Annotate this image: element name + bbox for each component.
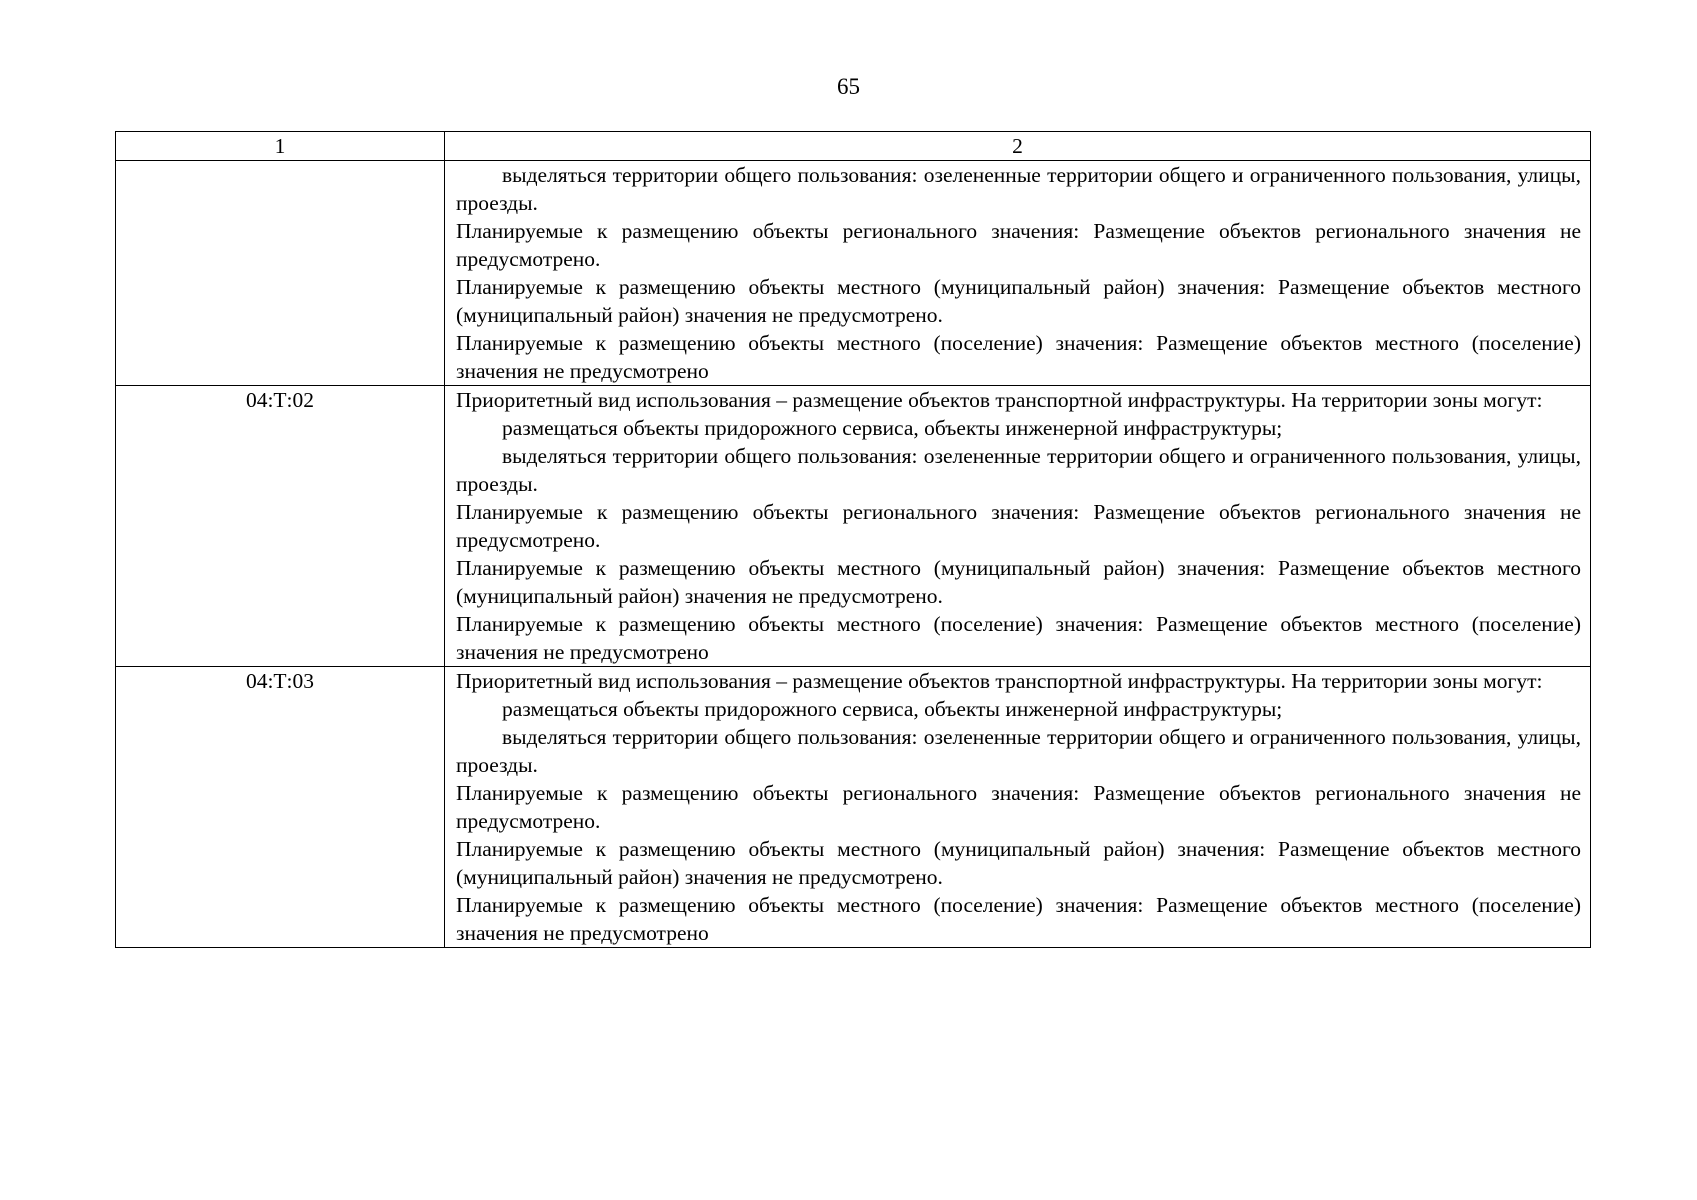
table-row xyxy=(116,161,1591,386)
description-paragraph: Планируемые к размещению объекты местного (поселение) значения: Размещение объектов местного (поселение) значения не предусмотрено xyxy=(456,331,1581,383)
description-paragraph: Планируемые к размещению объекты местного (поселение) значения: Размещение объектов местного (поселение) значения не предусмотрено xyxy=(456,612,1581,664)
description-paragraph: Планируемые к размещению объекты регионального значения: Размещение объектов регионального значения не предусмотрено. xyxy=(456,781,1581,833)
description-paragraph: Планируемые к размещению объекты местного (муниципальный район) значения: Размещение объектов местного (муниципальный район) значения не предусмотрено. xyxy=(456,275,1581,327)
description-paragraph: Планируемые к размещению объекты местного (муниципальный район) значения: Размещение объектов местного (муниципальный район) значения не предусмотрено. xyxy=(456,837,1581,889)
table-body xyxy=(116,132,1591,948)
description-paragraph: Приоритетный вид использования – размещение объектов транспортной инфраструктуры. На территории зоны могут: xyxy=(456,388,1543,412)
zones-table xyxy=(115,131,1591,948)
zone-description-cell xyxy=(445,386,1591,667)
description-paragraph: выделяться территории общего пользования: озелененные территории общего и ограниченного пользования, улицы, проезды. xyxy=(456,725,1581,777)
zone-code-cell xyxy=(116,667,445,948)
description-paragraph: Приоритетный вид использования – размещение объектов транспортной инфраструктуры. На территории зоны могут: xyxy=(456,669,1543,693)
page-number: 65 xyxy=(837,74,860,99)
zone-description-cell xyxy=(445,667,1591,948)
description-paragraph: Планируемые к размещению объекты регионального значения: Размещение объектов регионального значения не предусмотрено. xyxy=(456,500,1581,552)
description-paragraph: Планируемые к размещению объекты регионального значения: Размещение объектов регионального значения не предусмотрено. xyxy=(456,219,1581,271)
description-paragraph: выделяться территории общего пользования: озелененные территории общего и ограниченного пользования, улицы, проезды. xyxy=(456,163,1581,215)
description-paragraph: размещаться объекты придорожного сервиса, объекты инженерной инфраструктуры; xyxy=(502,416,1283,440)
zone-description-cell xyxy=(445,161,1591,386)
column-header-2: 2 xyxy=(445,132,1591,161)
column-header-1: 1 xyxy=(116,132,445,161)
zone-code-cell xyxy=(116,161,445,386)
description-paragraph: размещаться объекты придорожного сервиса, объекты инженерной инфраструктуры; xyxy=(502,697,1283,721)
description-paragraph: выделяться территории общего пользования: озелененные территории общего и ограниченного пользования, улицы, проезды. xyxy=(456,444,1581,496)
description-paragraph: Планируемые к размещению объекты местного (поселение) значения: Размещение объектов местного (поселение) значения не предусмотрено xyxy=(456,893,1581,945)
zone-code: 04:Т:02 xyxy=(245,388,315,412)
description-paragraph: Планируемые к размещению объекты местного (муниципальный район) значения: Размещение объектов местного (муниципальный район) значения не предусмотрено. xyxy=(456,556,1581,608)
zone-code: 04:Т:03 xyxy=(245,669,315,693)
table-header-row xyxy=(116,132,1591,161)
zone-code-cell xyxy=(116,386,445,667)
table-row xyxy=(116,667,1591,948)
table-row xyxy=(116,386,1591,667)
